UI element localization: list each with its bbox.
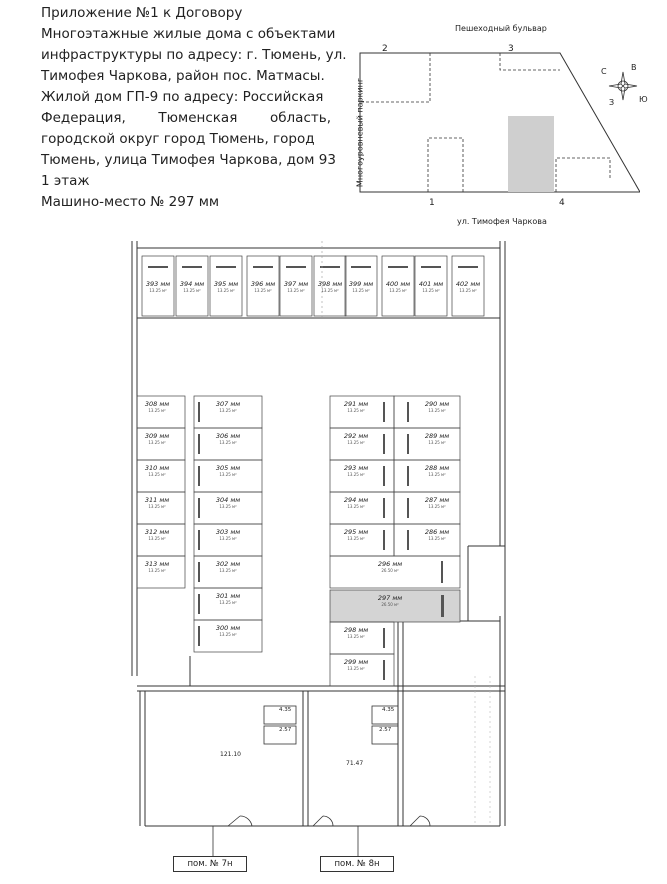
- parking-area: 13.25 м²: [347, 536, 365, 541]
- wheel-stop: [388, 266, 408, 268]
- parking-number: 395 мм: [213, 280, 239, 288]
- wheel-stop: [198, 402, 200, 422]
- compass-east: В: [631, 63, 637, 72]
- site-plan: [350, 20, 648, 235]
- parking-number: 397 мм: [283, 280, 309, 288]
- parking-number: 307 мм: [215, 400, 241, 408]
- parking-number: 399 мм: [348, 280, 374, 288]
- wheel-stop: [407, 466, 409, 486]
- wheel-stop: [407, 434, 409, 454]
- room2-hall-area: 2.57: [379, 727, 392, 733]
- wheel-stop: [421, 266, 441, 268]
- address-line-2: инфраструктуры по адресу: г. Тюмень, ул.: [41, 47, 347, 63]
- parking-label-308: [137, 400, 177, 414]
- room2-wc-area: 4.35: [382, 707, 395, 713]
- parking-area: 13.25 м²: [148, 536, 166, 541]
- parking-number: 312 мм: [144, 528, 170, 536]
- address-line-3: Тимофея Чаркова, район пос. Матмасы.: [41, 68, 325, 84]
- parking-number: 286 мм: [424, 528, 450, 536]
- parking-number: 295 мм: [343, 528, 369, 536]
- parking-area: 13.25 м²: [219, 504, 237, 509]
- parking-space-label: Машино-место № 297 мм: [41, 194, 220, 210]
- room1-hall-area: 2.57: [279, 727, 292, 733]
- parking-area: 13.25 м²: [287, 288, 305, 293]
- parking-label-399: [341, 280, 381, 294]
- parking-label-303: [208, 528, 248, 542]
- parking-area: 13.25 м²: [428, 440, 446, 445]
- parking-number: 305 мм: [215, 464, 241, 472]
- parking-number: 393 мм: [145, 280, 171, 288]
- wheel-stop: [198, 498, 200, 518]
- point-2: 2: [382, 44, 388, 54]
- room1-main-area: 121.10: [220, 751, 241, 758]
- wheel-stop: [407, 498, 409, 518]
- parking-area: 13.25 м²: [148, 408, 166, 413]
- wheel-stop: [383, 402, 385, 422]
- parking-label-296: [360, 560, 420, 574]
- parking-area: 13.25 м²: [219, 440, 237, 445]
- parking-label-301: [208, 592, 248, 606]
- parking-number: 311 мм: [144, 496, 170, 504]
- wheel-stop: [320, 266, 340, 268]
- parking-label-313: [137, 560, 177, 574]
- floor-plan-drawing: [0, 236, 667, 884]
- wheel-stop: [198, 626, 200, 646]
- parking-number: 298 мм: [343, 626, 369, 634]
- parking-number: 293 мм: [343, 464, 369, 472]
- page-title: Приложение №1 к Договору: [41, 5, 243, 21]
- parking-area: 13.25 м²: [219, 536, 237, 541]
- compass-icon: [601, 62, 648, 107]
- wheel-stop: [458, 266, 478, 268]
- room2-main-area: 71.47: [346, 760, 364, 767]
- parking-area: 13.25 м²: [217, 288, 235, 293]
- wheel-stop: [253, 266, 273, 268]
- parking-area: 13.25 м²: [321, 288, 339, 293]
- parking-number: 396 мм: [250, 280, 276, 288]
- parking-number: 313 мм: [144, 560, 170, 568]
- parking-area: 13.25 м²: [422, 288, 440, 293]
- parking-number: 300 мм: [215, 624, 241, 632]
- site-highlight: [508, 116, 554, 192]
- parking-area: 13.25 м²: [149, 288, 167, 293]
- parking-area: 13.25 м²: [347, 440, 365, 445]
- parking-label-311: [137, 496, 177, 510]
- compass-west: З: [609, 98, 615, 107]
- address-line-5: [41, 108, 331, 129]
- address-line-6: городской округ город Тюмень, город: [41, 131, 315, 147]
- parking-area: 13.25 м²: [428, 408, 446, 413]
- compass-north: С: [601, 67, 607, 76]
- parking-label-309: [137, 432, 177, 446]
- parking-label-299: [336, 658, 376, 672]
- parking-area: 13.25 м²: [254, 288, 272, 293]
- premises-tag-7n: пом. № 7н: [173, 856, 247, 872]
- wheel-stop: [216, 266, 236, 268]
- parking-area: 13.25 м²: [428, 536, 446, 541]
- wheel-stop: [441, 595, 444, 617]
- parking-number: 291 мм: [343, 400, 369, 408]
- parking-label-300: [208, 624, 248, 638]
- wheel-stop: [198, 562, 200, 582]
- parking-area: 13.25 м²: [148, 504, 166, 509]
- parking-area: 13.25 м²: [347, 472, 365, 477]
- wheel-stop: [407, 530, 409, 550]
- parking-label-401: [411, 280, 451, 294]
- parking-area: 13.25 м²: [148, 568, 166, 573]
- top-street-label: Пешеходный бульвар: [455, 24, 547, 33]
- parking-area: 13.25 м²: [428, 504, 446, 509]
- parking-number: 290 мм: [424, 400, 450, 408]
- wheel-stop: [198, 594, 200, 614]
- parking-area: 13.25 м²: [219, 408, 237, 413]
- parking-area: 13.25 м²: [219, 632, 237, 637]
- parking-area: 13.25 м²: [219, 472, 237, 477]
- parking-label-287: [417, 496, 457, 510]
- parking-label-395: [206, 280, 246, 294]
- point-1: 1: [429, 198, 435, 208]
- parking-label-289: [417, 432, 457, 446]
- parking-number: 287 мм: [424, 496, 450, 504]
- parking-area: 13.25 м²: [347, 666, 365, 671]
- parking-area: 13.25 м²: [148, 472, 166, 477]
- parking-number: 304 мм: [215, 496, 241, 504]
- point-3: 3: [508, 44, 514, 54]
- point-4: 4: [559, 198, 565, 208]
- parking-area: 13.25 м²: [219, 568, 237, 573]
- parking-area: 13.25 м²: [389, 288, 407, 293]
- parking-area: 13.25 м²: [347, 408, 365, 413]
- parking-label-294: [336, 496, 376, 510]
- wheel-stop: [383, 530, 385, 550]
- parking-label-298: [336, 626, 376, 640]
- parking-label-310: [137, 464, 177, 478]
- parking-area: 13.25 м²: [183, 288, 201, 293]
- parking-number: 306 мм: [215, 432, 241, 440]
- parking-label-288: [417, 464, 457, 478]
- parking-label-295: [336, 528, 376, 542]
- parking-area: 26.50 м²: [381, 602, 399, 607]
- parking-number: 402 мм: [455, 280, 481, 288]
- wheel-stop: [383, 466, 385, 486]
- parking-area: 13.25 м²: [459, 288, 477, 293]
- premises-tag-8n: пом. № 8н: [320, 856, 394, 872]
- parking-label-291: [336, 400, 376, 414]
- parking-label-306: [208, 432, 248, 446]
- parking-number: 310 мм: [144, 464, 170, 472]
- bottom-street-label: ул. Тимофея Чаркова: [457, 217, 547, 226]
- wheel-stop: [198, 466, 200, 486]
- parking-label-297: [360, 594, 420, 608]
- parking-area: 13.25 м²: [347, 634, 365, 639]
- parking-label-402: [448, 280, 488, 294]
- parking-number: 400 мм: [385, 280, 411, 288]
- parking-area: 13.25 м²: [148, 440, 166, 445]
- parking-number: 292 мм: [343, 432, 369, 440]
- wheel-stop: [286, 266, 306, 268]
- room1-wc-area: 4.35: [279, 707, 292, 713]
- parking-number: 308 мм: [144, 400, 170, 408]
- parking-number: 289 мм: [424, 432, 450, 440]
- parking-label-292: [336, 432, 376, 446]
- side-label: Многоуровневый паркинг: [355, 77, 365, 188]
- parking-number: 288 мм: [424, 464, 450, 472]
- parking-number: 401 мм: [418, 280, 444, 288]
- wheel-stop: [441, 561, 443, 583]
- parking-number: 296 мм: [377, 560, 403, 568]
- parking-number: 294 мм: [343, 496, 369, 504]
- parking-number: 398 мм: [317, 280, 343, 288]
- parking-number: 394 мм: [179, 280, 205, 288]
- wheel-stop: [407, 402, 409, 422]
- address-line-7: Тюмень, улица Тимофея Чаркова, дом 93: [41, 152, 336, 168]
- parking-area: 13.25 м²: [352, 288, 370, 293]
- compass-south: Ю: [639, 95, 648, 104]
- wheel-stop: [383, 498, 385, 518]
- wheel-stop: [383, 434, 385, 454]
- address-line-4: Жилой дом ГП-9 по адресу: Российская: [41, 89, 324, 105]
- parking-number: 297 мм: [377, 594, 403, 602]
- site-plan-drawing: [350, 20, 640, 235]
- parking-label-286: [417, 528, 457, 542]
- wheel-stop: [148, 266, 168, 268]
- wheel-stop: [351, 266, 371, 268]
- parking-number: 299 мм: [343, 658, 369, 666]
- parking-number: 301 мм: [215, 592, 241, 600]
- parking-label-293: [336, 464, 376, 478]
- floor-plan: [0, 236, 667, 884]
- wheel-stop: [182, 266, 202, 268]
- parking-area: 13.25 м²: [347, 504, 365, 509]
- parking-label-305: [208, 464, 248, 478]
- parking-label-290: [417, 400, 457, 414]
- parking-area: 13.25 м²: [428, 472, 446, 477]
- parking-label-312: [137, 528, 177, 542]
- address-line-1: Многоэтажные жилые дома с объектами: [41, 26, 336, 42]
- parking-label-304: [208, 496, 248, 510]
- parking-number: 303 мм: [215, 528, 241, 536]
- wheel-stop: [383, 628, 385, 648]
- parking-number: 302 мм: [215, 560, 241, 568]
- parking-label-307: [208, 400, 248, 414]
- parking-label-302: [208, 560, 248, 574]
- parking-number: 309 мм: [144, 432, 170, 440]
- address-line-5-text: Федерация, Тюменская область,: [41, 110, 331, 126]
- parking-area: 26.50 м²: [381, 568, 399, 573]
- wheel-stop: [198, 530, 200, 550]
- parking-area: 13.25 м²: [219, 600, 237, 605]
- floor-label: 1 этаж: [41, 173, 90, 189]
- wheel-stop: [198, 434, 200, 454]
- wheel-stop: [383, 660, 385, 680]
